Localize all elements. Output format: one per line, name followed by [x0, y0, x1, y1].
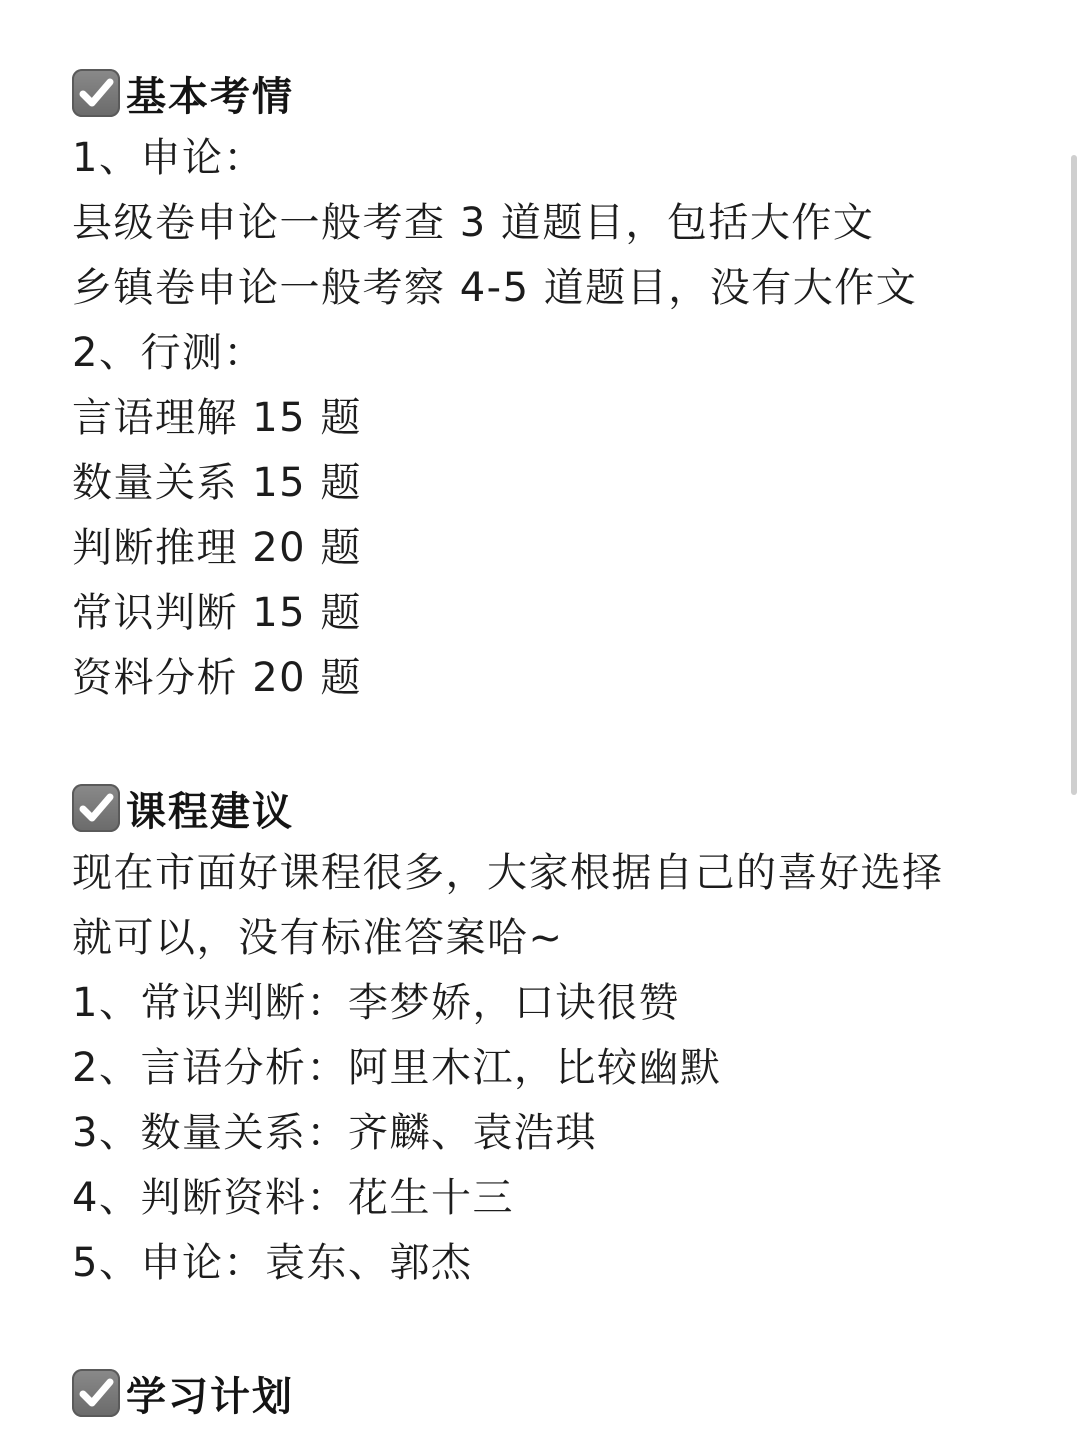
check-box-icon — [72, 1369, 120, 1417]
text-line: 言语理解 15 题 — [72, 395, 362, 441]
note-content — [72, 60, 1032, 1426]
section-spacer — [72, 711, 1032, 775]
section-title-study-plan — [72, 1360, 1032, 1426]
text-line: 就可以，没有标准答案哈~ — [72, 915, 564, 961]
text-line: 2、行测： — [72, 330, 265, 376]
text-line: 3、数量关系：齐麟、袁浩琪 — [72, 1110, 597, 1156]
text-line: 1、申论： — [72, 135, 265, 181]
text-line: 常识判断 15 题 — [72, 590, 362, 636]
text-line: 数量关系 15 题 — [72, 460, 362, 506]
section-spacer — [72, 1296, 1032, 1360]
section-title-basic-exam-info — [72, 60, 1032, 126]
section-title-text: 基本考情 — [126, 73, 294, 120]
text-line: 2、言语分析：阿里木江，比较幽默 — [72, 1045, 722, 1091]
section-title-text: 学习计划 — [126, 1373, 294, 1420]
text-line: 现在市面好课程很多，大家根据自己的喜好选择 — [72, 850, 944, 896]
text-line: 乡镇卷申论一般考察 4-5 道题目，没有大作文 — [72, 265, 918, 311]
text-line: 1、常识判断：李梦娇，口诀很赞 — [72, 980, 680, 1026]
vertical-scrollbar[interactable] — [1071, 155, 1077, 795]
text-line: 资料分析 20 题 — [72, 655, 362, 701]
text-line: 县级卷申论一般考查 3 道题目，包括大作文 — [72, 200, 875, 246]
section-title-course-advice — [72, 775, 1032, 841]
check-box-icon — [72, 784, 120, 832]
check-box-icon — [72, 69, 120, 117]
section-title-text: 课程建议 — [126, 788, 294, 835]
text-line: 4、判断资料：花生十三 — [72, 1175, 514, 1221]
text-line: 5、申论：袁东、郭杰 — [72, 1240, 473, 1286]
text-line: 判断推理 20 题 — [72, 525, 362, 571]
